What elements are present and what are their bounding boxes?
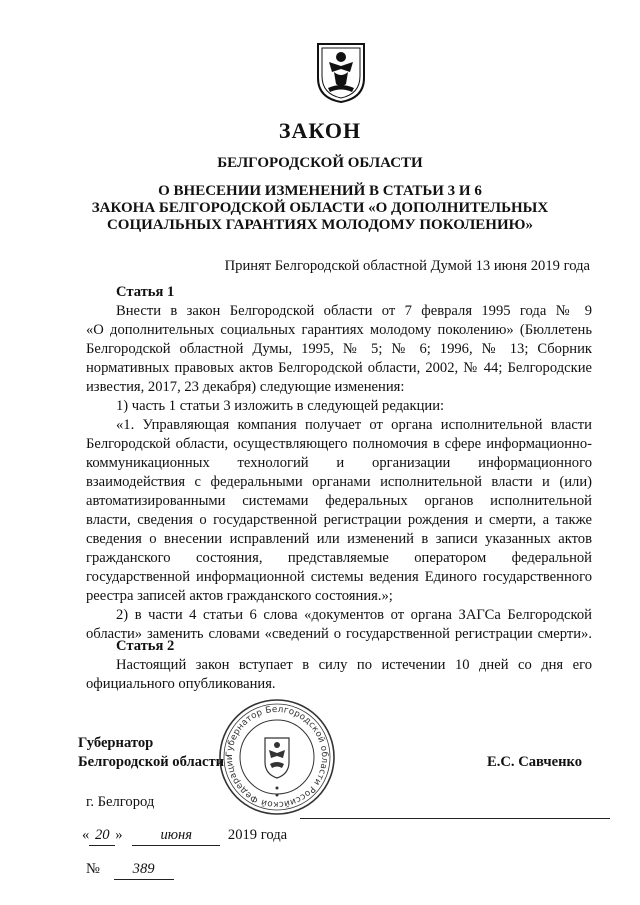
separator-line: [300, 818, 610, 819]
official-seal-stamp: [218, 698, 336, 816]
document-title: ЗАКОН: [278, 118, 362, 143]
place-of-signing: г. Белгород: [86, 794, 155, 810]
text-line: Внести в закон Белгородской области от 7 февраля 1995 года № 9: [116, 303, 592, 319]
date-day: 20: [89, 826, 115, 846]
text-line: коммуникационных технологий и организации информационного: [86, 455, 592, 471]
registration-number: [86, 860, 174, 880]
subject-line: О ВНЕСЕНИИ ИЗМЕНЕНИЙ В СТАТЬИ 3 И 6: [158, 183, 482, 199]
text-line: «1. Управляющая компания получает от органа исполнительной власти: [116, 417, 592, 433]
text-line: 1) часть 1 статьи 3 изложить в следующей редакции:: [116, 398, 445, 414]
text-line: власти, сведения о государственной регистрации рождения и смерти, а также: [86, 512, 592, 528]
number-label: №: [86, 861, 100, 877]
signatory-name: Е.С. Савченко: [486, 754, 582, 770]
date-month: июня: [132, 826, 220, 846]
text-line: нормативных правовых актов Белгородской области, 2002, № 44; Белгородские: [86, 360, 592, 376]
date-line: « 20 » июня 2019 года: [82, 826, 287, 846]
text-line: Белгородской областной Думы, 1995, № 5; № 6; 1996, № 13; Сборник: [86, 341, 592, 357]
seal-text: Губернатор Белгородской области Российской Федерации: [224, 704, 330, 810]
subject-line: ЗАКОНА БЕЛГОРОДСКОЙ ОБЛАСТИ «О ДОПОЛНИТЕЛЬНЫХ: [91, 200, 549, 216]
text-line: 2) в части 4 статьи 6 слова «документов от органа ЗАГСа Белгородской: [116, 607, 592, 623]
article-2-body: [86, 656, 592, 694]
text-line: Белгородской области, осуществляющего полномочия в сфере информационно-: [86, 436, 592, 452]
signatory-title: [78, 734, 224, 772]
document-subject: [0, 183, 640, 234]
text-line: автоматизированными системами федеральных органов исполнительной: [86, 493, 592, 509]
text-line: гражданского состояния, представляемые оператором федеральной: [86, 550, 592, 566]
text-line: реестра записей актов гражданского состояния.»;: [86, 588, 393, 604]
text-line: взаимодействия с федеральными органами исполнительной власти и (или): [86, 474, 592, 490]
svg-text:Губернатор Белгородской област: [225, 705, 329, 809]
article-1-heading: Статья 1: [116, 284, 175, 300]
signatory-title-line: Белгородской области: [78, 754, 225, 770]
subject-line: СОЦИАЛЬНЫХ ГАРАНТИЯХ МОЛОДОМУ ПОКОЛЕНИЮ»: [106, 217, 534, 233]
date-year: 2019 года: [227, 827, 288, 843]
article-1-body: [86, 302, 592, 644]
text-line: сведения о внесении исправлений или изменений в записи указанных актов: [86, 531, 592, 547]
text-line: известия, 2017, 23 декабря) следующие изменения:: [86, 379, 405, 395]
document-region: БЕЛГОРОДСКОЙ ОБЛАСТИ: [217, 155, 423, 171]
text-line: Настоящий закон вступает в силу по истечении 10 дней со дня его: [116, 657, 592, 673]
adoption-note: Принят Белгородской областной Думой 13 июня 2019 года: [224, 258, 590, 274]
number-value: 389: [114, 860, 174, 880]
article-2-heading: Статья 2: [116, 638, 175, 654]
text-line: «О дополнительных социальных гарантиях молодому поколению» (Бюллетень: [86, 322, 592, 338]
coat-of-arms-emblem: [316, 42, 366, 104]
text-line: области» заменить словами «сведений о государственной регистрации смерти».: [86, 626, 592, 642]
text-line: государственной информационной системы ведения Единого государственного: [86, 569, 592, 585]
signatory-title-line: Губернатор: [78, 735, 154, 751]
text-line: официального опубликования.: [86, 676, 276, 692]
